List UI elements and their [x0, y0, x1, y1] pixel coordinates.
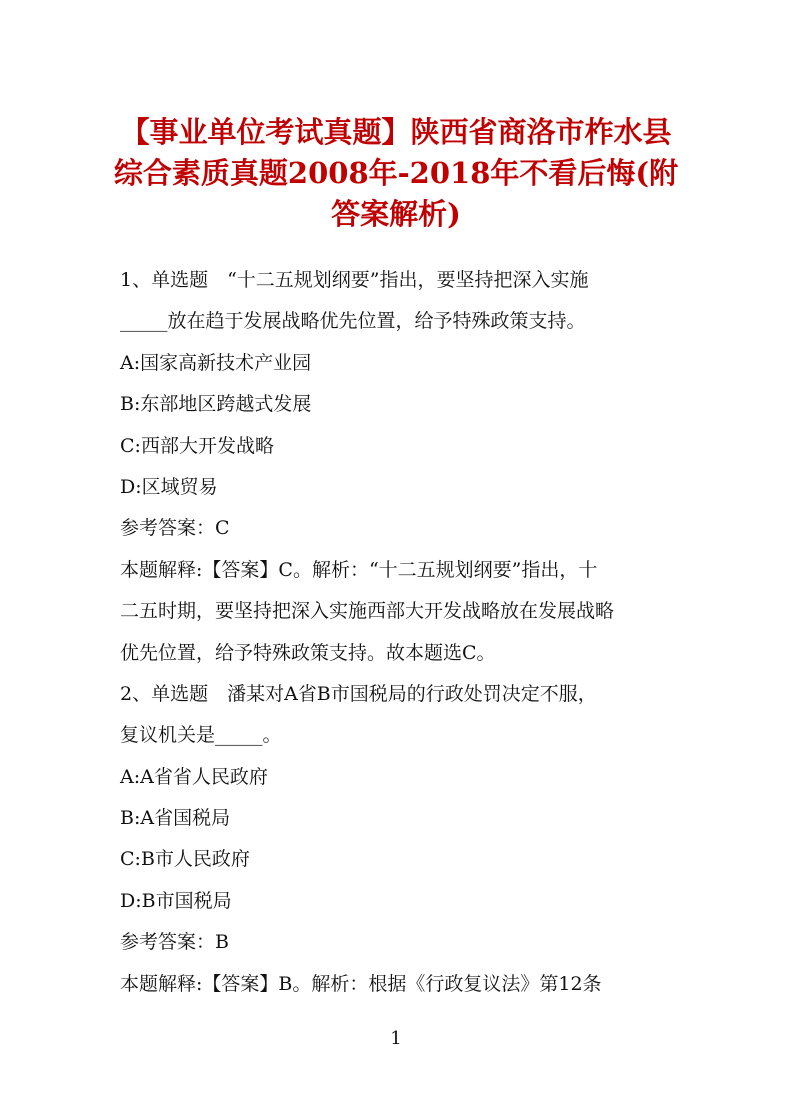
- q2-answer: 参考答案：B: [120, 931, 229, 954]
- q1-stem-line-1: 1、单选题 “十二五规划纲要”指出，要坚持把深入实施: [120, 269, 589, 291]
- page-number: 1: [390, 1028, 402, 1049]
- q1-explanation-line-3: 优先位置，给予特殊政策支持。故本题选C。: [120, 641, 496, 664]
- q2-option-c: C:B市人民政府: [120, 848, 250, 871]
- document-body: [120, 260, 672, 1005]
- q2-stem-line-1: 2、单选题 潘某对A省B市国税局的行政处罚决定不服，: [120, 682, 597, 705]
- q2-option-b: B:A省国税局: [120, 807, 231, 830]
- title-line-1: 【事业单位考试真题】陕西省商洛市柞水县: [120, 115, 672, 149]
- q1-answer: 参考答案：C: [120, 517, 230, 540]
- document-title: [90, 112, 702, 235]
- title-line-2: 综合素质真题2008年-2018年不看后悔(附: [113, 156, 679, 190]
- title-line-3: 答案解析): [331, 197, 461, 231]
- q2-option-d: D:B市国税局: [120, 889, 232, 912]
- q1-stem-line-2: _____放在趋于发展战略优先位置，给予特殊政策支持。: [120, 310, 586, 333]
- q1-option-c: C:西部大开发战略: [120, 434, 274, 457]
- q1-option-d: D:区域贸易: [120, 475, 218, 498]
- q1-explanation-line-1: 本题解释:【答案】C。解析：“十二五规划纲要”指出，十: [120, 558, 598, 581]
- q1-option-b: B:东部地区跨越式发展: [120, 393, 312, 416]
- q2-stem-line-2: 复议机关是_____。: [120, 724, 282, 747]
- q1-explanation-line-2: 二五时期，要坚持把深入实施西部大开发战略放在发展战略: [120, 600, 615, 623]
- q2-explanation-line-1: 本题解释:【答案】B。解析：根据《行政复议法》第12条: [120, 972, 602, 995]
- q1-option-a: A:国家高新技术产业园: [120, 351, 312, 374]
- q2-option-a: A:A省省人民政府: [120, 765, 268, 788]
